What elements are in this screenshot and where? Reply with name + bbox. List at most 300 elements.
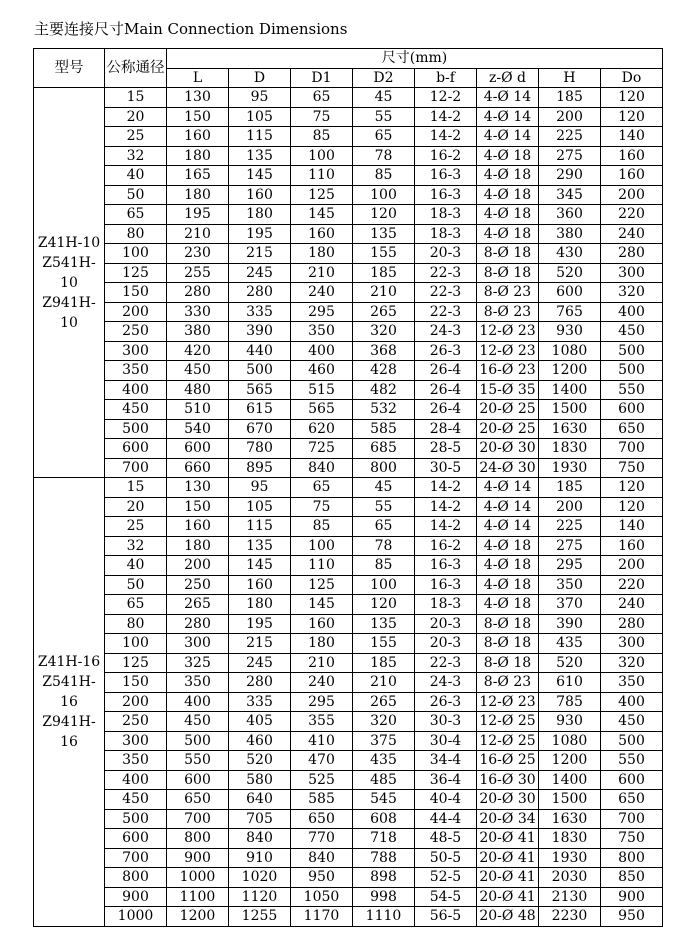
dimension-cell: 85 — [291, 127, 353, 147]
dimension-cell: 770 — [291, 829, 353, 849]
dimension-cell: 500 — [601, 341, 663, 361]
nominal-diameter-cell: 50 — [105, 185, 167, 205]
dimension-cell: 155 — [353, 244, 415, 264]
dimension-cell: 600 — [601, 770, 663, 790]
dimension-cell: 350 — [539, 575, 601, 595]
nominal-diameter-cell: 20 — [105, 107, 167, 127]
dimension-cell: 160 — [229, 185, 291, 205]
dimension-cell: 4-Ø 18 — [477, 575, 539, 595]
dimension-cell: 145 — [229, 556, 291, 576]
dimension-cell: 52-5 — [415, 868, 477, 888]
table-row — [34, 848, 663, 868]
nominal-diameter-cell: 600 — [105, 829, 167, 849]
dimension-cell: 4-Ø 18 — [477, 205, 539, 225]
table-row — [34, 205, 663, 225]
dimension-cell: 160 — [601, 166, 663, 186]
dimension-cell: 280 — [229, 283, 291, 303]
dimension-cell: 295 — [291, 692, 353, 712]
dimension-cell: 470 — [291, 751, 353, 771]
dimension-cell: 380 — [539, 224, 601, 244]
dimension-cell: 1930 — [539, 848, 601, 868]
dimension-cell: 510 — [167, 400, 229, 420]
dimension-cell: 120 — [601, 478, 663, 498]
dimension-cell: 14-2 — [415, 127, 477, 147]
dimension-cell: 95 — [229, 478, 291, 498]
dimension-cell: 22-3 — [415, 283, 477, 303]
dimension-cell: 195 — [167, 205, 229, 225]
dimension-cell: 930 — [539, 322, 601, 342]
dimension-cell: 4-Ø 18 — [477, 595, 539, 615]
dimension-cell: 550 — [601, 380, 663, 400]
dimension-cell: 780 — [229, 439, 291, 459]
nominal-diameter-cell: 200 — [105, 302, 167, 322]
table-row — [34, 88, 663, 108]
dimension-cell: 1080 — [539, 731, 601, 751]
dimension-cell: 610 — [539, 673, 601, 693]
nominal-diameter-cell: 800 — [105, 868, 167, 888]
dimension-cell: 428 — [353, 361, 415, 381]
dimension-cell: 280 — [601, 244, 663, 264]
dimension-cell: 100 — [291, 146, 353, 166]
nominal-diameter-cell: 250 — [105, 322, 167, 342]
dimension-cell: 620 — [291, 419, 353, 439]
dimension-cell: 320 — [353, 322, 415, 342]
dimension-cell: 30-5 — [415, 458, 477, 478]
dimension-cell: 8-Ø 18 — [477, 653, 539, 673]
dimension-cell: 100 — [353, 185, 415, 205]
dimension-cell: 135 — [229, 146, 291, 166]
dimension-cell: 160 — [167, 127, 229, 147]
dimension-cell: 28-4 — [415, 419, 477, 439]
dimension-cell: 788 — [353, 848, 415, 868]
dimension-cell: 895 — [229, 458, 291, 478]
dimension-cell: 30-3 — [415, 712, 477, 732]
nominal-diameter-cell: 100 — [105, 634, 167, 654]
nominal-diameter-cell: 15 — [105, 88, 167, 108]
dimension-cell: 44-4 — [415, 809, 477, 829]
dimension-cell: 650 — [291, 809, 353, 829]
dimension-cell: 185 — [539, 88, 601, 108]
dimension-cell: 420 — [167, 341, 229, 361]
dimension-cell: 320 — [353, 712, 415, 732]
dimension-cell: 85 — [353, 556, 415, 576]
dimension-cell: 585 — [291, 790, 353, 810]
dimension-cell: 20-Ø 41 — [477, 848, 539, 868]
model-name: Z41H-10 — [37, 234, 101, 251]
dimension-cell: 20-Ø 41 — [477, 887, 539, 907]
dimension-cell: 585 — [353, 419, 415, 439]
dimension-cell: 300 — [601, 634, 663, 654]
model-group-cell — [34, 88, 105, 478]
dimension-cell: 650 — [601, 419, 663, 439]
dimension-cell: 700 — [167, 809, 229, 829]
dimension-cell: 22-3 — [415, 653, 477, 673]
nominal-diameter-cell: 15 — [105, 478, 167, 498]
dimension-cell: 225 — [539, 127, 601, 147]
dimension-cell: 565 — [229, 380, 291, 400]
dimension-cell: 135 — [353, 224, 415, 244]
nominal-diameter-cell: 1000 — [105, 907, 167, 927]
dimension-cell: 16-3 — [415, 556, 477, 576]
nominal-diameter-cell: 32 — [105, 146, 167, 166]
dimension-cell: 195 — [229, 224, 291, 244]
dimension-cell: 16-2 — [415, 536, 477, 556]
dimension-cell: 85 — [353, 166, 415, 186]
nominal-diameter-cell: 40 — [105, 556, 167, 576]
nominal-diameter-cell: 80 — [105, 224, 167, 244]
dimension-cell: 240 — [601, 224, 663, 244]
dimension-cell: 45 — [353, 88, 415, 108]
dimension-cell: 14-2 — [415, 107, 477, 127]
nominal-diameter-cell: 900 — [105, 887, 167, 907]
dimension-cell: 180 — [291, 634, 353, 654]
dimension-cell: 1400 — [539, 770, 601, 790]
dimension-cell: 532 — [353, 400, 415, 420]
dimension-cell: 370 — [539, 595, 601, 615]
dimension-cell: 200 — [167, 556, 229, 576]
dimension-cell: 280 — [167, 283, 229, 303]
nominal-diameter-cell: 350 — [105, 361, 167, 381]
dimension-cell: 135 — [353, 614, 415, 634]
dimension-cell: 20-Ø 30 — [477, 790, 539, 810]
header-row-top — [34, 49, 663, 69]
dimension-cell: 480 — [167, 380, 229, 400]
dimension-cell: 210 — [291, 653, 353, 673]
dimension-cell: 785 — [539, 692, 601, 712]
dimension-cell: 65 — [353, 517, 415, 537]
dimension-cell: 210 — [291, 263, 353, 283]
dimension-cell: 685 — [353, 439, 415, 459]
dimension-cell: 8-Ø 18 — [477, 634, 539, 654]
dimension-cell: 55 — [353, 497, 415, 517]
dimension-cell: 1630 — [539, 419, 601, 439]
dimension-cell: 275 — [539, 146, 601, 166]
nominal-diameter-cell: 25 — [105, 517, 167, 537]
table-row — [34, 517, 663, 537]
nominal-diameter-cell: 65 — [105, 205, 167, 225]
dimension-cell: 180 — [229, 595, 291, 615]
dimension-cell: 145 — [291, 205, 353, 225]
dimension-cell: 290 — [539, 166, 601, 186]
dimension-cell: 8-Ø 23 — [477, 302, 539, 322]
dimension-cell: 900 — [167, 848, 229, 868]
dimension-cell: 220 — [601, 575, 663, 595]
dimension-cell: 1170 — [291, 907, 353, 927]
dimension-cell: 1255 — [229, 907, 291, 927]
nominal-diameter-cell: 700 — [105, 458, 167, 478]
nominal-diameter-cell: 150 — [105, 673, 167, 693]
dimension-cell: 140 — [601, 127, 663, 147]
dimension-cell: 48-5 — [415, 829, 477, 849]
dimension-cell: 2230 — [539, 907, 601, 927]
dimension-cell: 550 — [601, 751, 663, 771]
dimension-cell: 16-3 — [415, 185, 477, 205]
dimension-cell: 240 — [601, 595, 663, 615]
dimension-cell: 50-5 — [415, 848, 477, 868]
dimension-cell: 670 — [229, 419, 291, 439]
dimension-cell: 410 — [291, 731, 353, 751]
dimension-cell: 240 — [291, 673, 353, 693]
dimension-cell: 280 — [229, 673, 291, 693]
dimension-cell: 910 — [229, 848, 291, 868]
dimension-cell: 700 — [601, 439, 663, 459]
dimension-cell: 255 — [167, 263, 229, 283]
dimension-cell: 360 — [539, 205, 601, 225]
dimension-cell: 900 — [601, 887, 663, 907]
dimension-cell: 160 — [229, 575, 291, 595]
dimension-cell: 75 — [291, 107, 353, 127]
dimension-cell: 120 — [601, 497, 663, 517]
table-row — [34, 907, 663, 927]
dimension-cell: 8-Ø 23 — [477, 673, 539, 693]
dimension-cell: 400 — [167, 692, 229, 712]
nominal-diameter-cell: 125 — [105, 653, 167, 673]
dimension-cell: 12-Ø 23 — [477, 322, 539, 342]
dimension-cell: 600 — [539, 283, 601, 303]
dimension-cell: 12-Ø 23 — [477, 692, 539, 712]
dimension-cell: 350 — [167, 673, 229, 693]
dimension-cell: 500 — [601, 731, 663, 751]
model-name: Z541H-10 — [42, 254, 96, 291]
dimension-cell: 18-3 — [415, 224, 477, 244]
dimension-cell: 705 — [229, 809, 291, 829]
table-row — [34, 107, 663, 127]
dimension-cell: 450 — [167, 361, 229, 381]
dimension-cell: 4-Ø 18 — [477, 166, 539, 186]
dimension-cell: 180 — [167, 536, 229, 556]
dimension-cell: 4-Ø 18 — [477, 185, 539, 205]
dimension-cell: 14-2 — [415, 497, 477, 517]
dimension-cell: 110 — [291, 556, 353, 576]
dimension-cell: 718 — [353, 829, 415, 849]
dimension-cell: 840 — [229, 829, 291, 849]
dimension-cell: 930 — [539, 712, 601, 732]
dimension-cell: 115 — [229, 127, 291, 147]
table-row — [34, 673, 663, 693]
table-row — [34, 770, 663, 790]
dimension-cell: 140 — [601, 517, 663, 537]
nominal-diameter-cell: 300 — [105, 341, 167, 361]
dimension-cell: 345 — [539, 185, 601, 205]
dimension-cell: 20-3 — [415, 614, 477, 634]
dimension-cell: 482 — [353, 380, 415, 400]
table-row — [34, 653, 663, 673]
dimension-cell: 20-Ø 25 — [477, 419, 539, 439]
dimension-cell: 26-4 — [415, 400, 477, 420]
dimension-cell: 350 — [601, 673, 663, 693]
dimension-cell: 750 — [601, 458, 663, 478]
dimension-cell: 4-Ø 18 — [477, 224, 539, 244]
table-row — [34, 380, 663, 400]
dimension-cell: 220 — [601, 205, 663, 225]
nominal-diameter-cell: 500 — [105, 809, 167, 829]
dimension-cell: 130 — [167, 88, 229, 108]
dimension-cell: 300 — [167, 634, 229, 654]
dimension-cell: 265 — [167, 595, 229, 615]
dimension-cell: 615 — [229, 400, 291, 420]
dimension-cell: 725 — [291, 439, 353, 459]
dimension-cell: 16-3 — [415, 575, 477, 595]
dimension-cell: 1930 — [539, 458, 601, 478]
dimension-cell: 600 — [167, 439, 229, 459]
dimension-cell: 230 — [167, 244, 229, 264]
nominal-diameter-cell: 150 — [105, 283, 167, 303]
dimension-cell: 200 — [601, 556, 663, 576]
table-row — [34, 595, 663, 615]
nominal-diameter-cell: 250 — [105, 712, 167, 732]
dimension-cell: 180 — [167, 185, 229, 205]
dimension-cell: 145 — [291, 595, 353, 615]
dimension-cell: 15-Ø 35 — [477, 380, 539, 400]
dimension-cell: 16-2 — [415, 146, 477, 166]
dimension-cell: 245 — [229, 263, 291, 283]
dimension-cell: 405 — [229, 712, 291, 732]
dimension-cell: 180 — [229, 205, 291, 225]
dimension-cell: 4-Ø 14 — [477, 478, 539, 498]
dimension-cell: 95 — [229, 88, 291, 108]
dimension-cell: 400 — [601, 692, 663, 712]
dimension-cell: 12-Ø 25 — [477, 731, 539, 751]
dimension-cell: 460 — [229, 731, 291, 751]
dimension-cell: 700 — [601, 809, 663, 829]
dimension-cell: 525 — [291, 770, 353, 790]
dimension-cell: 24-3 — [415, 322, 477, 342]
dimension-cell: 24-Ø 30 — [477, 458, 539, 478]
dimension-cell: 280 — [167, 614, 229, 634]
dimension-cell: 4-Ø 14 — [477, 517, 539, 537]
dimension-cell: 500 — [167, 731, 229, 751]
dimension-cell: 4-Ø 14 — [477, 127, 539, 147]
dimension-cell: 1000 — [167, 868, 229, 888]
dimension-cell: 440 — [229, 341, 291, 361]
dimension-cell: 150 — [167, 107, 229, 127]
dimension-cell: 105 — [229, 107, 291, 127]
table-row — [34, 614, 663, 634]
nominal-diameter-cell: 25 — [105, 127, 167, 147]
dimension-cell: 45 — [353, 478, 415, 498]
dimension-cell: 20-Ø 41 — [477, 868, 539, 888]
dimension-cell: 500 — [601, 361, 663, 381]
dimension-cell: 640 — [229, 790, 291, 810]
model-name: Z41H-16 — [37, 653, 101, 670]
dimension-cell: 75 — [291, 497, 353, 517]
dimension-cell: 200 — [539, 107, 601, 127]
dimension-cell: 180 — [291, 244, 353, 264]
dimension-cell: 120 — [601, 88, 663, 108]
dimension-cell: 165 — [167, 166, 229, 186]
nominal-diameter-cell: 450 — [105, 400, 167, 420]
dimension-cell: 520 — [539, 653, 601, 673]
dimension-cell: 1100 — [167, 887, 229, 907]
dimension-cell: 55 — [353, 107, 415, 127]
dimension-cell: 85 — [291, 517, 353, 537]
dimension-cell: 195 — [229, 614, 291, 634]
table-row — [34, 751, 663, 771]
dimension-cell: 608 — [353, 809, 415, 829]
dimension-cell: 135 — [229, 536, 291, 556]
dimension-cell: 65 — [291, 478, 353, 498]
dimension-cell: 56-5 — [415, 907, 477, 927]
dimension-cell: 120 — [353, 205, 415, 225]
nominal-diameter-cell: 65 — [105, 595, 167, 615]
header-col-l: L — [167, 68, 229, 88]
dimension-cell: 250 — [167, 575, 229, 595]
dimension-cell: 400 — [601, 302, 663, 322]
dimension-cell: 26-4 — [415, 361, 477, 381]
table-row — [34, 127, 663, 147]
nominal-diameter-cell: 20 — [105, 497, 167, 517]
table-row — [34, 224, 663, 244]
dimension-cell: 40-4 — [415, 790, 477, 810]
dimension-cell: 120 — [353, 595, 415, 615]
dimension-cell: 26-3 — [415, 341, 477, 361]
nominal-diameter-cell: 300 — [105, 731, 167, 751]
dimension-cell: 295 — [291, 302, 353, 322]
dimension-cell: 4-Ø 18 — [477, 536, 539, 556]
table-row — [34, 283, 663, 303]
dimension-cell: 4-Ø 14 — [477, 107, 539, 127]
dimension-cell: 245 — [229, 653, 291, 673]
dimension-cell: 660 — [167, 458, 229, 478]
dimension-cell: 898 — [353, 868, 415, 888]
dimension-cell: 200 — [539, 497, 601, 517]
dimension-cell: 1400 — [539, 380, 601, 400]
dimension-cell: 65 — [291, 88, 353, 108]
dimension-cell: 200 — [601, 185, 663, 205]
dimension-cell: 1500 — [539, 790, 601, 810]
dimension-cell: 400 — [291, 341, 353, 361]
dimension-cell: 2030 — [539, 868, 601, 888]
dimension-cell: 325 — [167, 653, 229, 673]
dimension-cell: 24-3 — [415, 673, 477, 693]
dimension-cell: 225 — [539, 517, 601, 537]
dimension-cell: 20-3 — [415, 634, 477, 654]
dimension-cell: 130 — [167, 478, 229, 498]
dimension-cell: 500 — [229, 361, 291, 381]
dimension-cell: 1050 — [291, 887, 353, 907]
dimension-cell: 450 — [167, 712, 229, 732]
header-col-d1: D1 — [291, 68, 353, 88]
table-row — [34, 731, 663, 751]
dimension-cell: 600 — [167, 770, 229, 790]
dimension-cell: 800 — [167, 829, 229, 849]
dimension-cell: 4-Ø 18 — [477, 146, 539, 166]
dimension-cell: 8-Ø 18 — [477, 263, 539, 283]
table-row — [34, 556, 663, 576]
table-row — [34, 146, 663, 166]
dimension-cell: 14-2 — [415, 478, 477, 498]
dimension-cell: 210 — [353, 673, 415, 693]
dimension-cell: 950 — [291, 868, 353, 888]
header-col-d2: D2 — [353, 68, 415, 88]
dimension-cell: 20-Ø 30 — [477, 439, 539, 459]
dimensions-table — [33, 48, 663, 927]
dimension-cell: 435 — [539, 634, 601, 654]
dimension-cell: 20-Ø 41 — [477, 829, 539, 849]
table-row — [34, 361, 663, 381]
dimension-cell: 650 — [601, 790, 663, 810]
dimension-cell: 580 — [229, 770, 291, 790]
dimension-cell: 16-Ø 30 — [477, 770, 539, 790]
dimension-cell: 1200 — [167, 907, 229, 927]
dimension-cell: 20-Ø 34 — [477, 809, 539, 829]
model-name: Z941H-16 — [42, 713, 96, 750]
dimension-cell: 18-3 — [415, 205, 477, 225]
nominal-diameter-cell: 125 — [105, 263, 167, 283]
dimension-cell: 375 — [353, 731, 415, 751]
nominal-diameter-cell: 50 — [105, 575, 167, 595]
dimension-cell: 1020 — [229, 868, 291, 888]
